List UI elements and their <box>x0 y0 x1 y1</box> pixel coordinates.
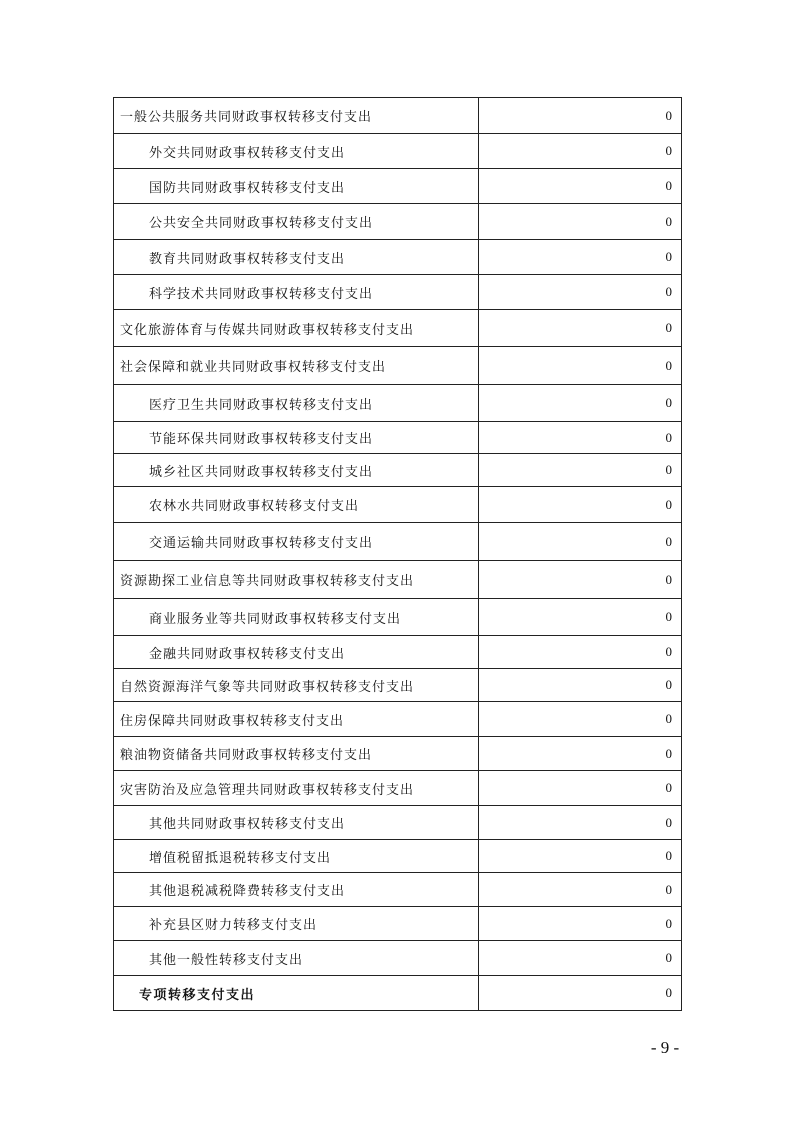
item-value-cell: 0 <box>479 240 682 275</box>
item-name-cell: 交通运输共同财政事权转移支付支出 <box>114 523 479 561</box>
item-name-cell: 国防共同财政事权转移支付支出 <box>114 169 479 204</box>
table-row <box>114 169 682 204</box>
table-row <box>114 204 682 240</box>
item-value-cell: 0 <box>479 385 682 422</box>
table-row <box>114 636 682 669</box>
item-value-cell: 0 <box>479 523 682 561</box>
item-name-cell: 一般公共服务共同财政事权转移支付支出 <box>114 98 479 134</box>
item-value-cell: 0 <box>479 907 682 941</box>
item-name-cell: 资源勘探工业信息等共同财政事权转移支付支出 <box>114 561 479 599</box>
budget-table <box>113 97 682 1011</box>
table-row <box>114 840 682 873</box>
table-row <box>114 737 682 771</box>
item-name-cell: 科学技术共同财政事权转移支付支出 <box>114 275 479 310</box>
item-value-cell: 0 <box>479 840 682 873</box>
item-value-cell: 0 <box>479 941 682 976</box>
item-name-cell: 其他共同财政事权转移支付支出 <box>114 806 479 840</box>
item-name-cell: 补充县区财力转移支付支出 <box>114 907 479 941</box>
item-name-cell: 外交共同财政事权转移支付支出 <box>114 134 479 169</box>
item-name-cell: 节能环保共同财政事权转移支付支出 <box>114 422 479 454</box>
item-value-cell: 0 <box>479 806 682 840</box>
table-row <box>114 702 682 737</box>
table-row <box>114 422 682 454</box>
table-row <box>114 487 682 523</box>
item-name-cell: 专项转移支付支出 <box>114 976 479 1011</box>
item-value-cell: 0 <box>479 487 682 523</box>
item-name-cell: 自然资源海洋气象等共同财政事权转移支付支出 <box>114 669 479 702</box>
item-name-cell: 商业服务业等共同财政事权转移支付支出 <box>114 599 479 636</box>
item-value-cell: 0 <box>479 204 682 240</box>
page-number: - 9 - <box>650 1038 680 1057</box>
item-value-cell: 0 <box>479 669 682 702</box>
item-name-cell: 公共安全共同财政事权转移支付支出 <box>114 204 479 240</box>
table-row <box>114 873 682 907</box>
item-value-cell: 0 <box>479 561 682 599</box>
item-value-cell: 0 <box>479 771 682 806</box>
item-value-cell: 0 <box>479 599 682 636</box>
item-name-cell: 教育共同财政事权转移支付支出 <box>114 240 479 275</box>
table-row <box>114 98 682 134</box>
table-row <box>114 454 682 487</box>
item-name-cell: 金融共同财政事权转移支付支出 <box>114 636 479 669</box>
item-value-cell: 0 <box>479 134 682 169</box>
item-value-cell: 0 <box>479 347 682 385</box>
item-name-cell: 粮油物资储备共同财政事权转移支付支出 <box>114 737 479 771</box>
item-value-cell: 0 <box>479 310 682 347</box>
item-value-cell: 0 <box>479 636 682 669</box>
item-name-cell: 灾害防治及应急管理共同财政事权转移支付支出 <box>114 771 479 806</box>
budget-table-body <box>114 98 682 1011</box>
table-row <box>114 669 682 702</box>
item-value-cell: 0 <box>479 702 682 737</box>
item-name-cell: 农林水共同财政事权转移支付支出 <box>114 487 479 523</box>
item-value-cell: 0 <box>479 976 682 1011</box>
item-value-cell: 0 <box>479 422 682 454</box>
table-row <box>114 310 682 347</box>
item-name-cell: 住房保障共同财政事权转移支付支出 <box>114 702 479 737</box>
table-row <box>114 976 682 1011</box>
item-name-cell: 其他一般性转移支付支出 <box>114 941 479 976</box>
item-value-cell: 0 <box>479 873 682 907</box>
item-name-cell: 社会保障和就业共同财政事权转移支付支出 <box>114 347 479 385</box>
table-row <box>114 523 682 561</box>
table-row <box>114 599 682 636</box>
table-row <box>114 561 682 599</box>
table-row <box>114 941 682 976</box>
item-value-cell: 0 <box>479 737 682 771</box>
table-row <box>114 347 682 385</box>
table-row <box>114 806 682 840</box>
table-row <box>114 134 682 169</box>
table-row <box>114 907 682 941</box>
item-value-cell: 0 <box>479 454 682 487</box>
item-name-cell: 医疗卫生共同财政事权转移支付支出 <box>114 385 479 422</box>
item-name-cell: 其他退税减税降费转移支付支出 <box>114 873 479 907</box>
item-value-cell: 0 <box>479 169 682 204</box>
item-value-cell: 0 <box>479 98 682 134</box>
table-row <box>114 385 682 422</box>
item-name-cell: 城乡社区共同财政事权转移支付支出 <box>114 454 479 487</box>
item-name-cell: 增值税留抵退税转移支付支出 <box>114 840 479 873</box>
item-name-cell: 文化旅游体育与传媒共同财政事权转移支付支出 <box>114 310 479 347</box>
table-row <box>114 275 682 310</box>
table-row <box>114 771 682 806</box>
table-row <box>114 240 682 275</box>
item-value-cell: 0 <box>479 275 682 310</box>
